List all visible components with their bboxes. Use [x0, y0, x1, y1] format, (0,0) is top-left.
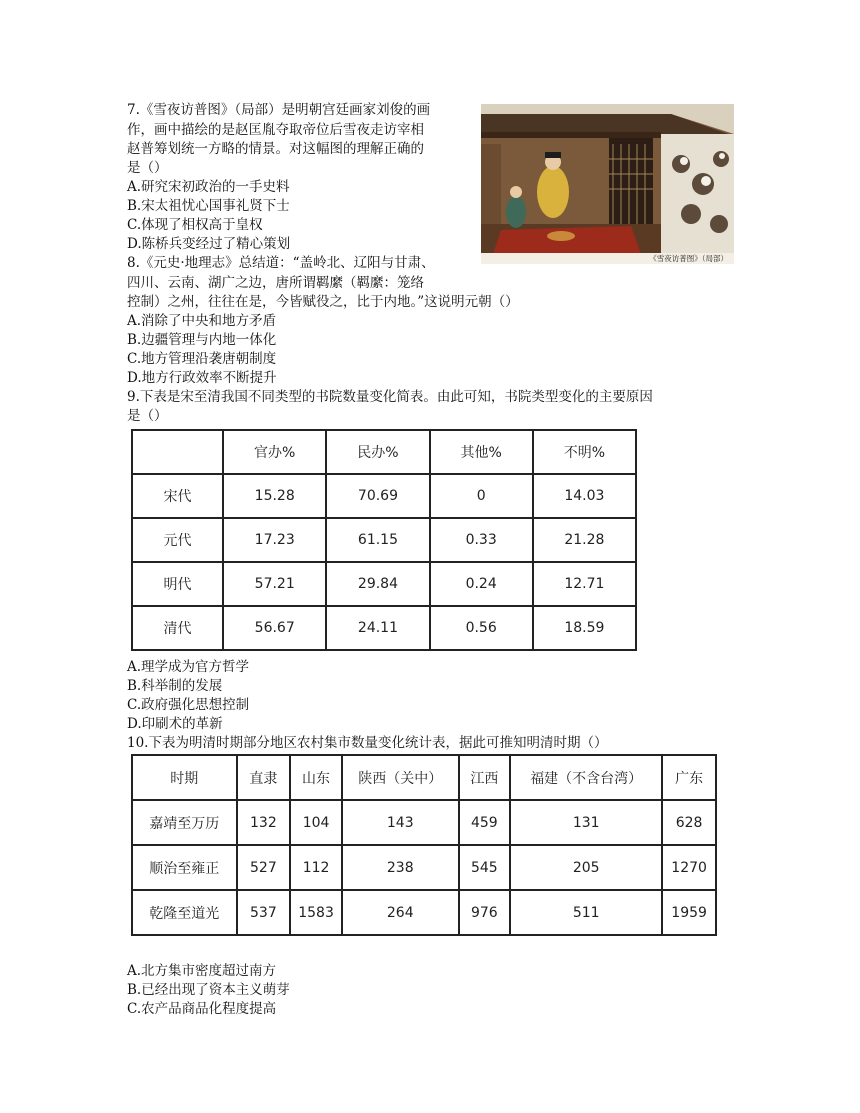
table-cell: 0.56	[430, 606, 533, 650]
table-header-cell: 时期	[132, 755, 237, 800]
q9-option-c: C.政府强化思想控制	[127, 697, 250, 713]
q9-stem-line-1: 9.下表是宋至清我国不同类型的书院数量变化简表。由此可知，书院类型变化的主要原因	[127, 389, 653, 405]
table-cell: 112	[290, 845, 342, 890]
table-cell: 143	[342, 800, 459, 845]
table-row	[132, 845, 716, 890]
table-cell: 12.71	[533, 562, 636, 606]
table-cell: 14.03	[533, 474, 636, 518]
table-header-cell: 民办%	[326, 430, 429, 474]
table-cell: 21.28	[533, 518, 636, 562]
table-cell: 628	[662, 800, 716, 845]
q8-stem-line-3: 控制）之州，往往在是，今皆赋役之，比于内地。”这说明元朝（）	[127, 294, 519, 310]
table-cell: 545	[459, 845, 511, 890]
table-cell: 0.24	[430, 562, 533, 606]
table-header-cell: 官办%	[223, 430, 326, 474]
table-cell: 1270	[662, 845, 716, 890]
q9-option-d: D.印刷术的革新	[127, 716, 223, 732]
table-header-cell: 山东	[290, 755, 342, 800]
q7-option-b: B.宋太祖忧心国事礼贤下士	[127, 198, 290, 214]
q7-option-a: A.研究宋初政治的一手史料	[127, 179, 290, 195]
table-cell: 24.11	[326, 606, 429, 650]
table-cell: 乾隆至道光	[132, 890, 237, 935]
table-header-cell: 陕西（关中）	[342, 755, 459, 800]
table-header-cell: 广东	[662, 755, 716, 800]
table-cell: 104	[290, 800, 342, 845]
painting-caption: 《雪夜访普图》（局部）	[481, 253, 734, 264]
q10-option-c: C.农产品商品化程度提高	[127, 1001, 277, 1017]
q7-stem-line-4: 是（）	[127, 160, 168, 176]
q10-stem-line-1: 10.下表为明清时期部分地区农村集市数量变化统计表，据此可推知明清时期（）	[127, 735, 608, 751]
table-row	[132, 890, 716, 935]
table-cell: 29.84	[326, 562, 429, 606]
q9-option-b: B.科举制的发展	[127, 678, 223, 694]
painting-illustration	[481, 104, 734, 264]
table-cell: 宋代	[132, 474, 223, 518]
table-row	[132, 606, 636, 650]
q9-stem-line-2: 是（）	[127, 408, 168, 424]
table-header-cell: 福建（不含台湾）	[510, 755, 662, 800]
table-cell: 清代	[132, 606, 223, 650]
table-header-cell	[132, 430, 223, 474]
table-row	[132, 562, 636, 606]
q8-option-b: B.边疆管理与内地一体化	[127, 332, 277, 348]
table-row	[132, 474, 636, 518]
table-cell: 15.28	[223, 474, 326, 518]
table-cell: 61.15	[326, 518, 429, 562]
table-cell: 1959	[662, 890, 716, 935]
snow-night-painting-image	[481, 104, 734, 264]
table-cell: 527	[237, 845, 291, 890]
rural-market-table	[131, 754, 717, 936]
table-header-cell: 不明%	[533, 430, 636, 474]
q8-option-d: D.地方行政效率不断提升	[127, 370, 277, 386]
table-row	[132, 800, 716, 845]
q8-stem-line-2: 四川、云南、湖广之边，唐所谓羁縻（羁縻：笼络	[127, 275, 424, 291]
table-cell: 元代	[132, 518, 223, 562]
academy-type-table	[131, 429, 637, 651]
q10-option-a: A.北方集市密度超过南方	[127, 963, 277, 979]
table-cell: 264	[342, 890, 459, 935]
table-header-cell: 其他%	[430, 430, 533, 474]
table-cell: 17.23	[223, 518, 326, 562]
table-cell: 0.33	[430, 518, 533, 562]
table-cell: 70.69	[326, 474, 429, 518]
table-cell: 57.21	[223, 562, 326, 606]
q7-option-d: D.陈桥兵变经过了精心策划	[127, 236, 291, 252]
table-cell: 132	[237, 800, 291, 845]
table-cell: 238	[342, 845, 459, 890]
q8-stem-line-1: 8.《元史·地理志》总结道：“盖岭北、辽阳与甘肃、	[127, 255, 435, 271]
q10-option-b: B.已经出现了资本主义萌芽	[127, 982, 290, 998]
table-cell: 537	[237, 890, 291, 935]
q8-option-c: C.地方管理沿袭唐朝制度	[127, 351, 277, 367]
table-cell: 18.59	[533, 606, 636, 650]
q7-option-c: C.体现了相权高于皇权	[127, 217, 263, 233]
table-header-cell: 江西	[459, 755, 511, 800]
table-cell: 459	[459, 800, 511, 845]
table-cell: 56.67	[223, 606, 326, 650]
table-cell: 明代	[132, 562, 223, 606]
q7-stem-line-1: 7.《雪夜访普图》（局部）是明朝宫廷画家刘俊的画	[127, 102, 431, 118]
q8-option-a: A.消除了中央和地方矛盾	[127, 313, 277, 329]
table-row	[132, 518, 636, 562]
table-cell: 131	[510, 800, 662, 845]
table-cell: 0	[430, 474, 533, 518]
q7-stem-line-3: 赵普筹划统一方略的情景。对这幅图的理解正确的	[127, 141, 424, 157]
table-header-cell: 直隶	[237, 755, 291, 800]
table-cell: 976	[459, 890, 511, 935]
table-cell: 嘉靖至万历	[132, 800, 237, 845]
table-cell: 511	[510, 890, 662, 935]
table-header-row	[132, 430, 636, 474]
q7-stem-line-2: 作，画中描绘的是赵匡胤夺取帝位后雪夜走访宰相	[127, 122, 424, 138]
table-header-row	[132, 755, 716, 800]
q9-option-a: A.理学成为官方哲学	[127, 659, 250, 675]
table-cell: 205	[510, 845, 662, 890]
table-cell: 顺治至雍正	[132, 845, 237, 890]
table-cell: 1583	[290, 890, 342, 935]
